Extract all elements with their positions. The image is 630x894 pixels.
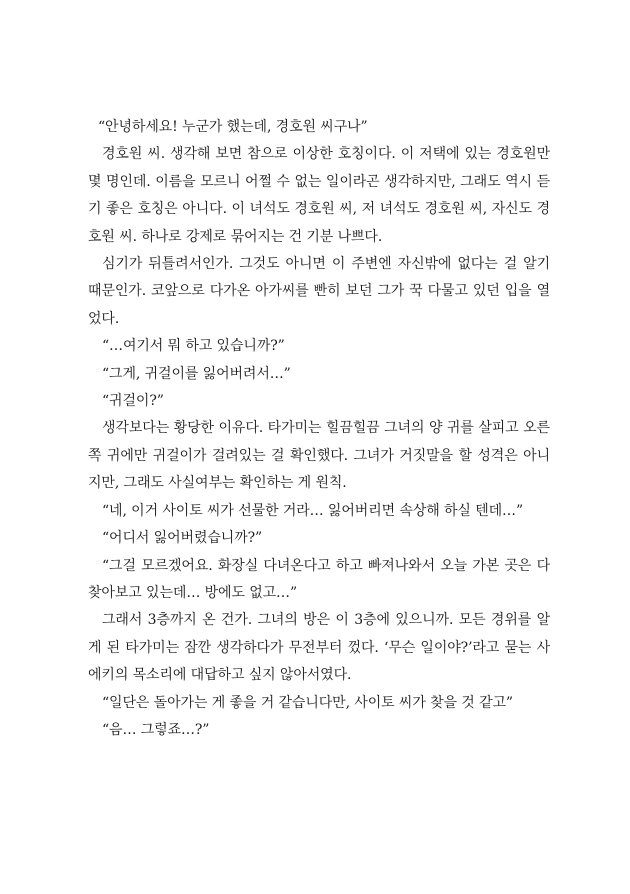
paragraph-dialogue-question: “…여기서 뭐 하고 있습니까?” (102, 338, 285, 355)
paragraph-title-musing: 경호원 씨. 생각해 보면 참으로 이상한 호칭이다. 이 저택에 있는 경호원만 몇 명인데. 이름을 모르니 어쩔 수 없는 일이라곤 생각하지만, 그래도 역시 듣기 좋은 호칭은 아니다. 이 녀석도 경호원 씨, 저 녀석도 경호원 씨, 자신도 경호원 씨. 하나로 강제로 묶어지는 건 기분 나쁘다. (88, 146, 550, 245)
paragraph-dialogue-where: “어디서 잃어버렸습니까?” (102, 530, 263, 547)
paragraph-greeting: “안녕하세요! 누군가 했는데, 경호원 씨구나” (98, 119, 368, 135)
paragraph-dialogue-gift: “네, 이거 사이토 씨가 선물한 거라… 잃어버리면 속상해 하실 텐데…” (102, 502, 524, 519)
paragraph-mood: 심기가 뒤틀려서인가. 그것도 아니면 이 주변엔 자신밖에 없다는 걸 알기 때문인가. 코앞으로 다가온 아가씨를 빤히 보던 그가 꾹 다물고 있던 입을 열었다. (88, 256, 550, 327)
paragraph-dialogue-search: “그걸 모르겠어요. 화장실 다녀온다고 하고 빠져나와서 오늘 가본 곳은 다 찾아보고 있는데… 방에도 없고…” (88, 557, 550, 601)
paragraph-dialogue-earring-repeat: “귀걸이?” (102, 393, 164, 410)
paragraph-reason: 생각보다는 황당한 이유다. 타가미는 힐끔힐끔 그녀의 양 귀를 살피고 오른쪽 귀에만 귀걸이가 걸려있는 걸 확인했다. 그녀가 거짓말을 할 성격은 아니지만, 그래도 사실여부는 확인하는 게 원칙. (88, 420, 550, 492)
paragraph-dialogue-earring: “그게, 귀걸이를 잃어버려서…” (102, 365, 291, 382)
paragraph-dialogue-go-back: “일단은 돌아가는 게 좋을 거 같습니다만, 사이토 씨가 찾을 것 같고” (102, 694, 513, 711)
paragraph-dialogue-reply: “음… 그렇죠…?” (102, 721, 210, 738)
body-text (88, 114, 550, 744)
paragraph-third-floor: 그래서 3층까지 온 건가. 그녀의 방은 이 3층에 있으니까. 모든 경위를 알게 된 타가미는 잠깐 생각하다가 무전부터 껐다. ‘무슨 일이야?’라고 묻는 사에키의 목소리에 대답하고 싶지 않아서였다. (88, 612, 550, 684)
